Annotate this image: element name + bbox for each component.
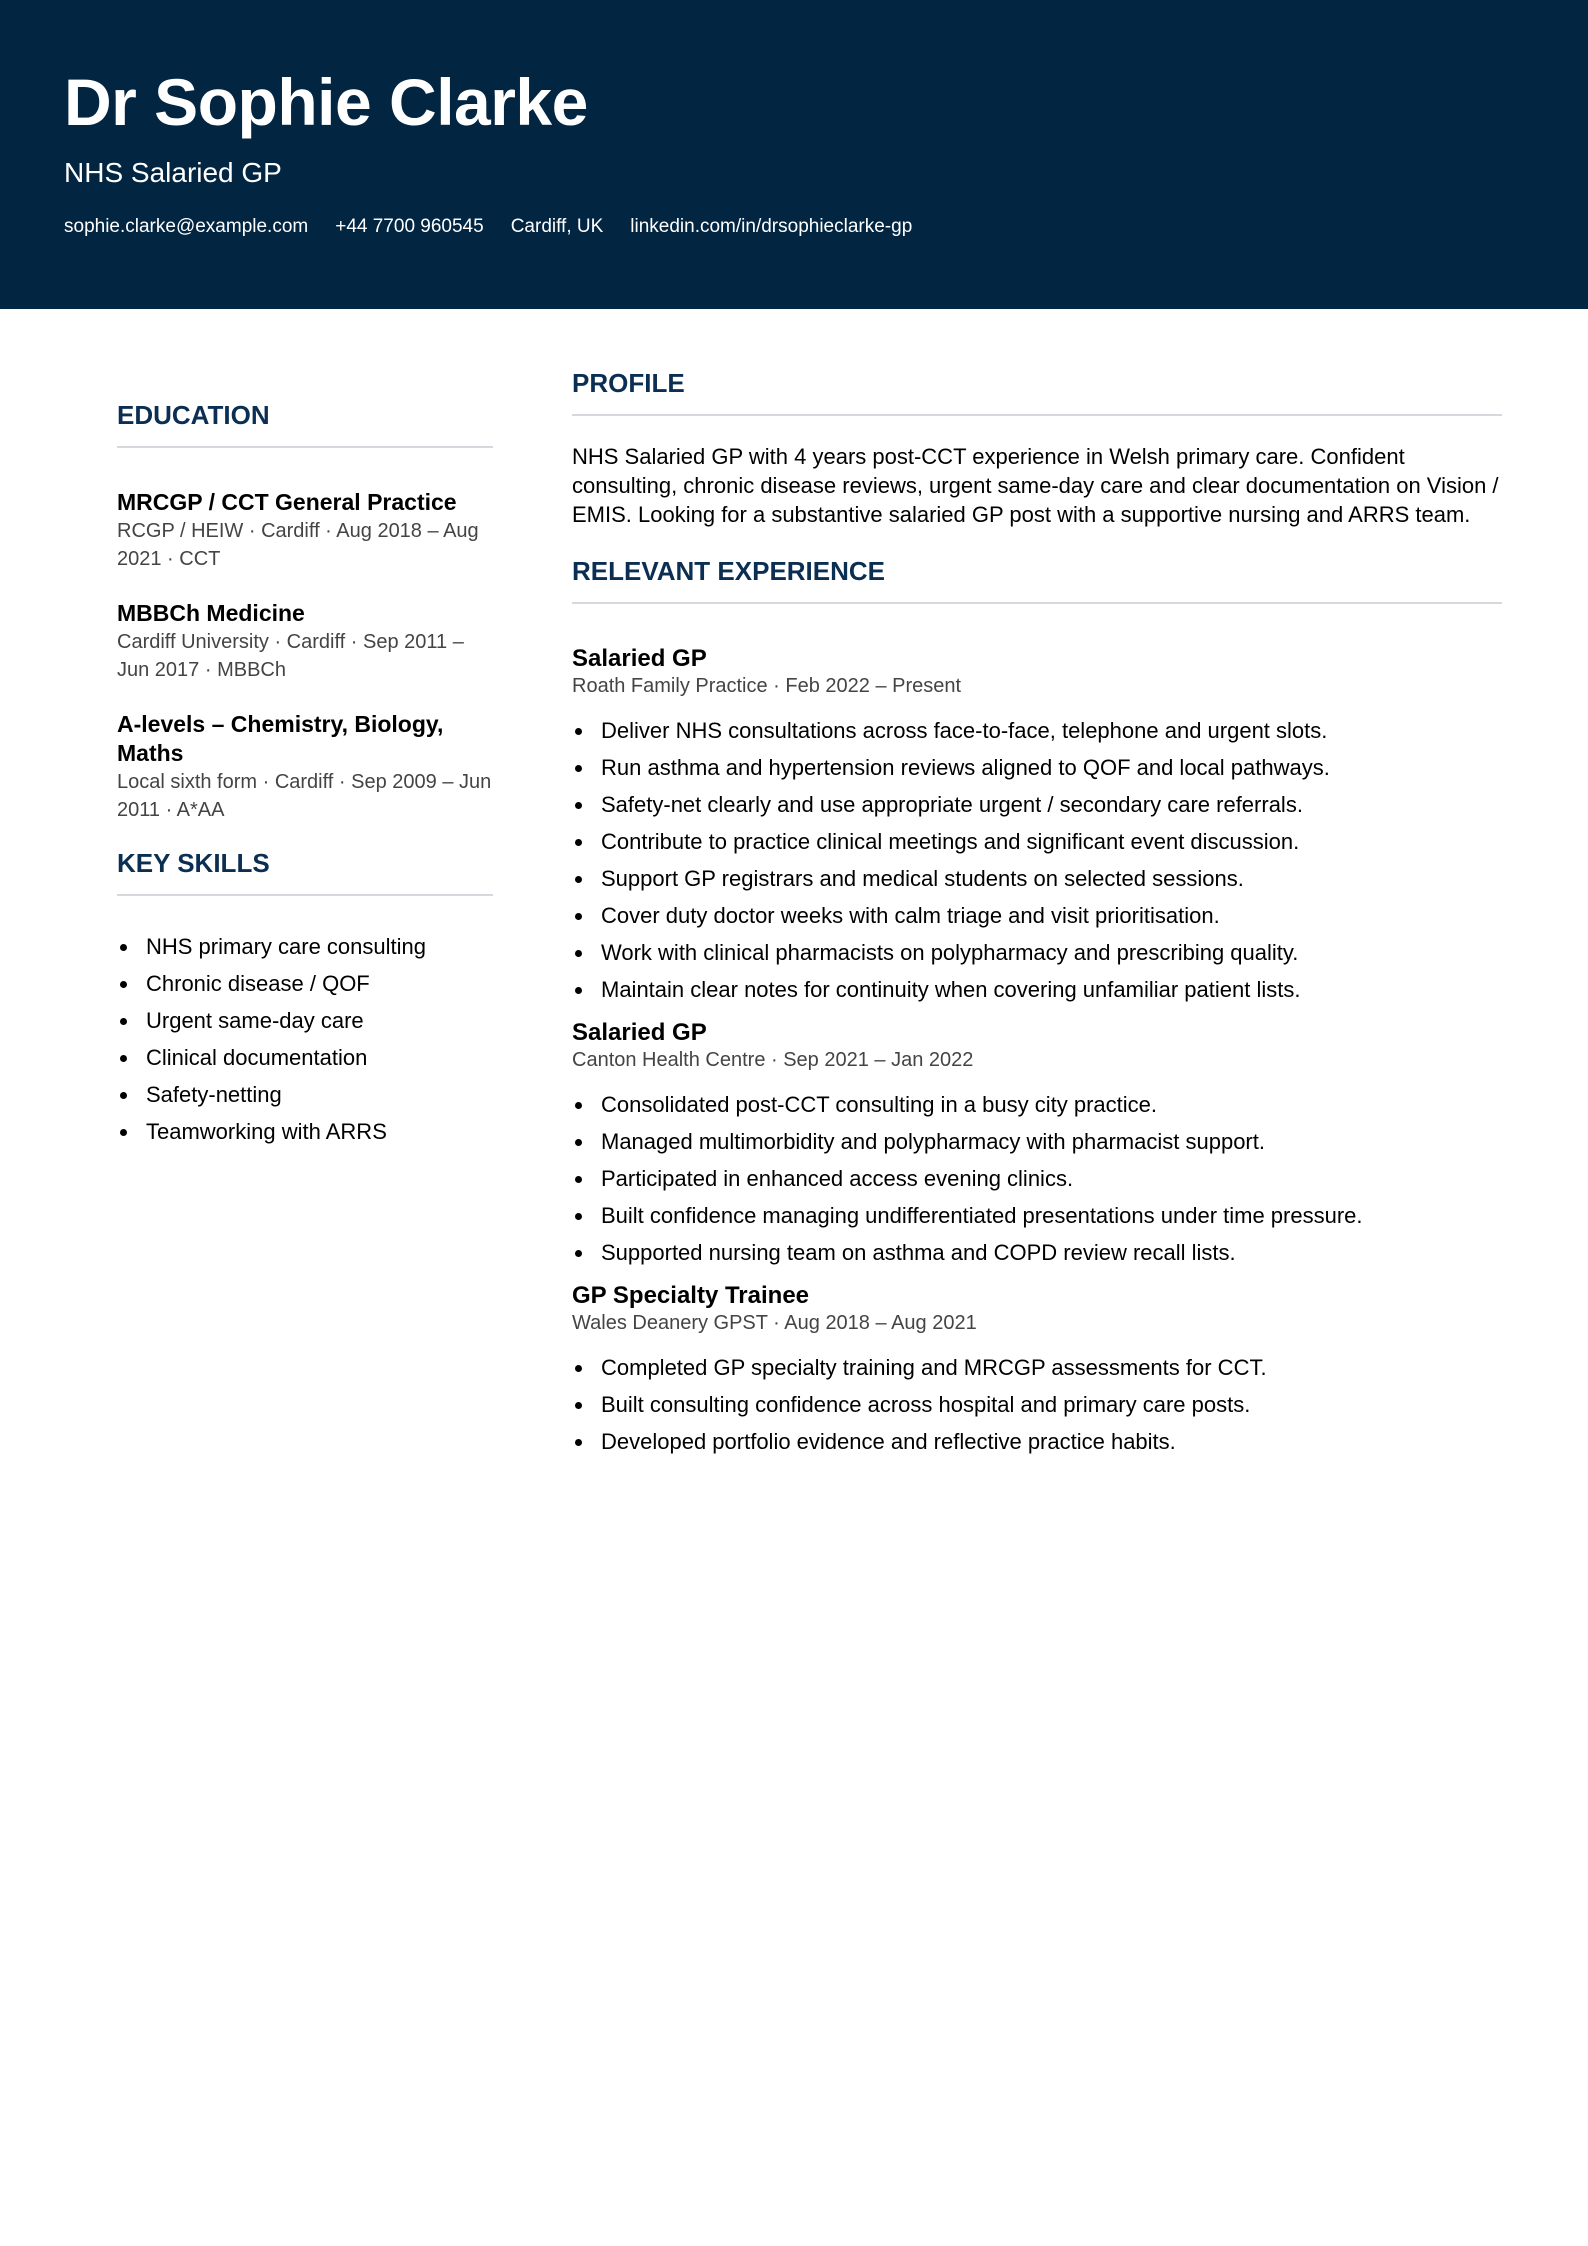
job-bullet: Built consulting confidence across hospital and primary care posts. — [572, 1386, 1502, 1423]
education-item-meta: Cardiff University · Cardiff · Sep 2011 – Jun 2017 · MBBCh — [117, 631, 464, 681]
job-bullets — [572, 1349, 1502, 1460]
skill-item: NHS primary care consulting — [117, 928, 493, 965]
skill-item: Clinical documentation — [117, 1039, 493, 1076]
contact-location: Cardiff, UK — [510, 216, 604, 237]
profile-text: NHS Salaried GP with 4 years post-CCT experience in Welsh primary care. Confident consulting, chronic disease reviews, urgent same-day care and clear documentation on Vision / EMIS. Looking for a substantive salaried GP post with a supportive nursing and ARRS team. — [572, 444, 1499, 527]
job-bullet: Managed multimorbidity and polypharmacy with pharmacist support. — [572, 1123, 1502, 1160]
candidate-name: Dr Sophie Clarke — [64, 65, 588, 139]
job-bullet: Supported nursing team on asthma and COPD review recall lists. — [572, 1234, 1502, 1271]
skill-item: Chronic disease / QOF — [117, 965, 493, 1002]
job-bullet: Support GP registrars and medical students on selected sessions. — [572, 860, 1502, 897]
section-title-skills: KEY SKILLS — [117, 846, 493, 896]
job-bullet: Run asthma and hypertension reviews aligned to QOF and local pathways. — [572, 749, 1502, 786]
job-bullet: Contribute to practice clinical meetings and significant event discussion. — [572, 823, 1502, 860]
contact-linkedin[interactable]: linkedin.com/in/drsophieclarke-gp — [630, 216, 913, 237]
resume-header — [0, 0, 1588, 309]
section-title-education: EDUCATION — [117, 398, 493, 448]
contact-phone[interactable]: +44 7700 960545 — [335, 216, 484, 237]
job-list — [572, 644, 1502, 1460]
education-item — [117, 710, 493, 824]
education-item-meta: RCGP / HEIW · Cardiff · Aug 2018 – Aug 2021 · CCT — [117, 520, 479, 570]
skills-list — [117, 928, 493, 1150]
job-bullet: Maintain clear notes for continuity when covering unfamiliar patient lists. — [572, 971, 1502, 1008]
job-meta: Wales Deanery GPST · Aug 2018 – Aug 2021 — [572, 1312, 977, 1334]
job-bullet: Completed GP specialty training and MRCGP assessments for CCT. — [572, 1349, 1502, 1386]
education-item-title: MBBCh Medicine — [117, 600, 305, 626]
job-meta: Canton Health Centre · Sep 2021 – Jan 2022 — [572, 1049, 974, 1071]
job-bullets — [572, 712, 1502, 1008]
contact-bar — [64, 214, 912, 240]
education-item — [117, 599, 493, 684]
job-bullet: Work with clinical pharmacists on polypharmacy and prescribing quality. — [572, 934, 1502, 971]
job-title: Salaried GP — [572, 645, 707, 672]
job-bullet: Deliver NHS consultations across face-to-face, telephone and urgent slots. — [572, 712, 1502, 749]
education-item-meta: Local sixth form · Cardiff · Sep 2009 – Jun 2011 · A*AA — [117, 771, 492, 821]
section-title-experience: RELEVANT EXPERIENCE — [572, 554, 1502, 604]
contact-email[interactable]: sophie.clarke@example.com — [64, 216, 309, 237]
education-section — [117, 398, 493, 824]
experience-section — [572, 554, 1502, 1460]
candidate-role: NHS Salaried GP — [64, 157, 282, 188]
job-bullet: Cover duty doctor weeks with calm triage and visit prioritisation. — [572, 897, 1502, 934]
left-column — [117, 398, 493, 1150]
job-bullet: Consolidated post-CCT consulting in a busy city practice. — [572, 1086, 1502, 1123]
education-item-title: A-levels – Chemistry, Biology, Maths — [117, 711, 444, 766]
education-list — [117, 488, 493, 824]
job-entry — [572, 1281, 1502, 1460]
education-item — [117, 488, 493, 573]
job-bullet: Participated in enhanced access evening clinics. — [572, 1160, 1502, 1197]
job-entry — [572, 644, 1502, 1008]
job-title: Salaried GP — [572, 1019, 707, 1046]
profile-section — [572, 366, 1502, 529]
right-column — [572, 366, 1502, 1470]
section-title-profile: PROFILE — [572, 366, 1502, 416]
job-bullets — [572, 1086, 1502, 1271]
skill-item: Teamworking with ARRS — [117, 1113, 493, 1150]
job-title: GP Specialty Trainee — [572, 1282, 810, 1309]
skill-item: Urgent same-day care — [117, 1002, 493, 1039]
education-item-title: MRCGP / CCT General Practice — [117, 489, 457, 515]
skills-section — [117, 846, 493, 1150]
job-meta: Roath Family Practice · Feb 2022 – Present — [572, 675, 962, 697]
job-entry — [572, 1018, 1502, 1271]
job-bullet: Built confidence managing undifferentiated presentations under time pressure. — [572, 1197, 1502, 1234]
skill-item: Safety-netting — [117, 1076, 493, 1113]
job-bullet: Safety-net clearly and use appropriate urgent / secondary care referrals. — [572, 786, 1502, 823]
job-bullet: Developed portfolio evidence and reflective practice habits. — [572, 1423, 1502, 1460]
